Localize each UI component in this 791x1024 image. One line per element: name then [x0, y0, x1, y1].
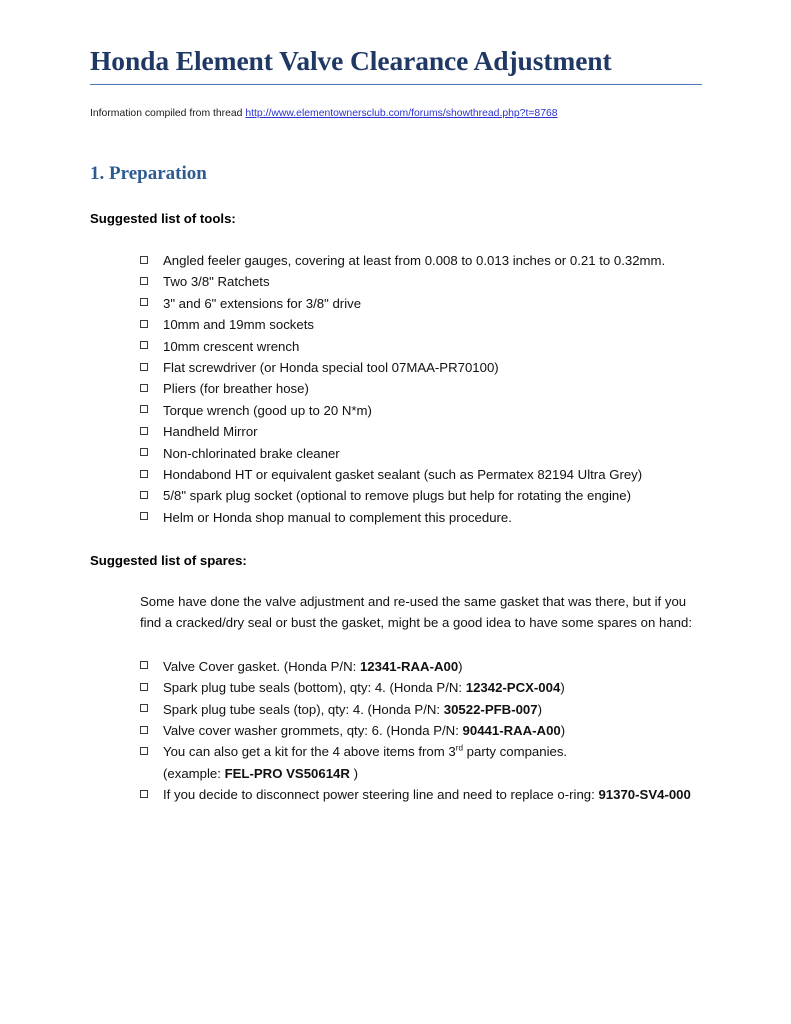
checkbox-icon[interactable]	[140, 683, 148, 691]
list-item-label: Flat screwdriver (or Honda special tool 07MAA-PR70100)	[163, 360, 499, 376]
checkbox-icon[interactable]	[140, 363, 148, 371]
document-body	[90, 44, 704, 806]
list-item-label: Valve cover washer grommets, qty: 6. (Honda P/N: 90441-RAA-A00)	[163, 722, 566, 738]
list-item	[90, 421, 704, 442]
list-item-label: You can also get a kit for the 4 above items from 3rd party companies. (example: FEL-PRO VS50614R )	[163, 743, 568, 781]
checkbox-icon[interactable]	[140, 512, 148, 520]
list-item-label: 3" and 6" extensions for 3/8" drive	[163, 295, 362, 311]
checkbox-icon[interactable]	[140, 704, 148, 712]
checkbox-icon[interactable]	[140, 427, 148, 435]
list-item-label: Pliers (for breather hose)	[163, 381, 309, 397]
list-item	[90, 720, 704, 741]
source-url-link[interactable]: http://www.elementownersclub.com/forums/showthread.php?t=8768	[245, 108, 558, 119]
list-item	[90, 271, 704, 292]
spares-checklist	[90, 656, 704, 806]
list-item-label: 10mm and 19mm sockets	[163, 317, 314, 333]
list-item	[90, 314, 704, 335]
list-item	[90, 400, 704, 421]
list-item	[90, 699, 704, 720]
list-item	[90, 507, 704, 528]
tools-list-heading: Suggested list of tools:	[90, 211, 236, 226]
list-item	[90, 336, 704, 357]
list-item	[90, 741, 704, 784]
list-item-label: Spark plug tube seals (top), qty: 4. (Honda P/N: 30522-PFB-007)	[163, 701, 542, 717]
list-item	[90, 464, 704, 485]
checkbox-icon[interactable]	[140, 320, 148, 328]
list-item	[90, 485, 704, 506]
list-item	[90, 357, 704, 378]
checkbox-icon[interactable]	[140, 491, 148, 499]
source-attribution	[90, 107, 704, 121]
spares-intro-paragraph: Some have done the valve adjustment and re-used the same gasket that was there, but if you find a cracked/dry seal or bust the gasket, might be a good idea to have some spares on hand:	[140, 594, 693, 631]
list-item-label: Helm or Honda shop manual to complement this procedure.	[163, 509, 512, 525]
list-item-label: Handheld Mirror	[163, 424, 258, 440]
checkbox-icon[interactable]	[140, 448, 148, 456]
tools-checklist	[90, 250, 704, 528]
list-item-label: Two 3/8" Ratchets	[163, 274, 270, 290]
checkbox-icon[interactable]	[140, 790, 148, 798]
list-item	[90, 378, 704, 399]
list-item-label: Angled feeler gauges, covering at least from 0.008 to 0.013 inches or 0.21 to 0.32mm.	[163, 253, 666, 268]
list-item	[90, 656, 704, 677]
list-item	[90, 443, 704, 464]
list-item-label: 5/8" spark plug socket (optional to remove plugs but help for rotating the engine)	[163, 488, 631, 504]
list-item	[90, 250, 704, 271]
source-prefix-text: Information compiled from thread	[90, 108, 246, 119]
checkbox-icon[interactable]	[140, 256, 148, 264]
checkbox-icon[interactable]	[140, 661, 148, 669]
checkbox-icon[interactable]	[140, 384, 148, 392]
checkbox-icon[interactable]	[140, 298, 148, 306]
title-divider	[90, 84, 702, 85]
list-item-label: Hondabond HT or equivalent gasket sealant (such as Permatex 82194 Ultra Grey)	[163, 467, 643, 483]
checkbox-icon[interactable]	[140, 405, 148, 413]
list-item-label: Valve Cover gasket. (Honda P/N: 12341-RAA-A00)	[163, 658, 463, 674]
list-item	[90, 677, 704, 698]
list-item	[90, 784, 704, 805]
section-heading-preparation: 1. Preparation	[90, 163, 207, 184]
list-item-label: Spark plug tube seals (bottom), qty: 4. (Honda P/N: 12342-PCX-004)	[163, 680, 565, 696]
spares-list-heading: Suggested list of spares:	[90, 553, 247, 569]
checkbox-icon[interactable]	[140, 470, 148, 478]
checkbox-icon[interactable]	[140, 277, 148, 285]
list-item-label: Non-chlorinated brake cleaner	[163, 445, 340, 461]
list-item-label: If you decide to disconnect power steering line and need to replace o-ring: 91370-SV4-000	[163, 787, 691, 803]
page-title: Honda Element Valve Clearance Adjustment	[90, 45, 612, 76]
checkbox-icon[interactable]	[140, 747, 148, 755]
list-item-label: Torque wrench (good up to 20 N*m)	[163, 402, 372, 418]
list-item	[90, 293, 704, 314]
checkbox-icon[interactable]	[140, 726, 148, 734]
list-item-label: 10mm crescent wrench	[163, 338, 300, 354]
checkbox-icon[interactable]	[140, 341, 148, 349]
